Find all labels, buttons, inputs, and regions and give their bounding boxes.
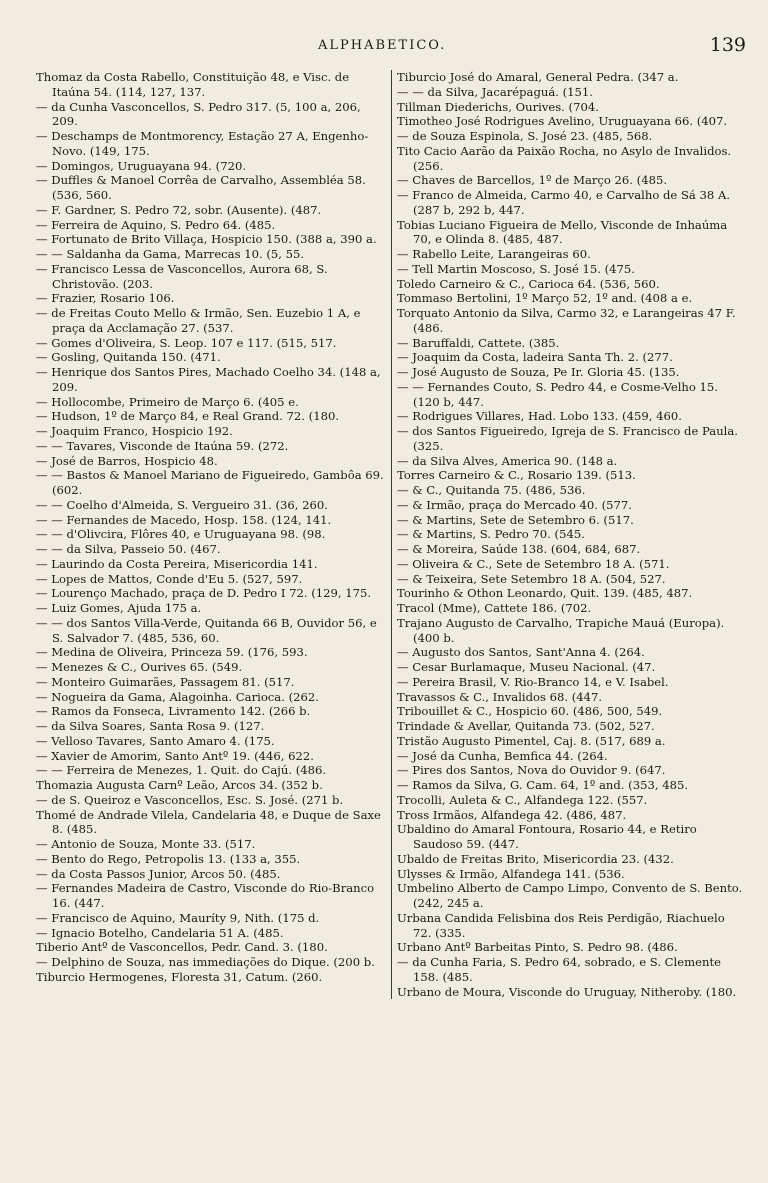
directory-entry: Ubaldino do Amaral Fontoura, Rosario 44, e Retiro Saudoso 59. (447. bbox=[397, 822, 697, 851]
directory-columns bbox=[36, 70, 746, 999]
directory-entry: Trindade & Avellar, Quitanda 73. (502, 527. bbox=[397, 719, 655, 733]
directory-entry: — — d'Olivcira, Flôres 40, e Uruguayana 98. (98. bbox=[36, 527, 326, 542]
directory-entry: Thomé de Andrade Vilela, Candelaria 48, e Duque de Saxe 8. (485. bbox=[36, 807, 381, 837]
directory-entry: — Luiz Gomes, Ajuda 175 a. bbox=[36, 601, 202, 615]
directory-entry: — Lopes de Mattos, Conde d'Eu 5. (527, 597. bbox=[36, 571, 303, 586]
directory-entry: Thomaz da Costa Rabello, Constituição 48, e Visc. de Itaúna 54. (114, 127, 137. bbox=[36, 70, 350, 99]
directory-entry: Torquato Antonio da Silva, Carmo 32, e Larangeiras 47 F. (486. bbox=[397, 306, 736, 335]
directory-entry: — Francisco de Aquino, Mauríty 9, Nith. (175 d. bbox=[36, 910, 320, 925]
directory-entry: Urbano de Moura, Visconde do Uruguay, Nitheroby. (180. bbox=[397, 984, 737, 999]
directory-entry: — Deschamps de Montmorency, Estação 27 A, Engenho-Novo. (149, 175. bbox=[36, 129, 369, 158]
directory-entry: Tracol (Mme), Cattete 186. (702. bbox=[397, 601, 592, 615]
directory-entry: — — Fernandes Couto, S. Pedro 44, e Cosme-Velho 15. (120 b, 447. bbox=[397, 379, 718, 409]
directory-entry: — Joaquim da Costa, ladeira Santa Th. 2. (277. bbox=[397, 350, 673, 365]
directory-entry: Tristão Augusto Pimentel, Caj. 8. (517, 689 a. bbox=[397, 733, 666, 748]
directory-entry: — Frazier, Rosario 106. bbox=[36, 291, 175, 306]
directory-entry: — — da Silva, Jacarépaguá. (151. bbox=[397, 84, 593, 99]
directory-entry: — Nogueira da Gama, Alagoinha. Carioca. (262. bbox=[36, 689, 319, 704]
directory-entry: — Delphino de Souza, nas immediações do Dique. (200 b. bbox=[36, 955, 375, 969]
page-header bbox=[0, 34, 768, 58]
directory-entry: — — da Silva, Passeio 50. (467. bbox=[36, 542, 221, 556]
directory-entry: Umbelino Alberto de Campo Limpo, Convento de S. Bento. (242, 245 a. bbox=[397, 881, 743, 910]
right-column bbox=[391, 70, 746, 999]
directory-entry: — Medina de Oliveira, Princeza 59. (176, 593. bbox=[36, 645, 308, 660]
directory-entry: Urbano Antº Barbeitas Pinto, S. Pedro 98. (486. bbox=[397, 940, 678, 955]
directory-entry: — Gomes d'Oliveira, S. Leop. 107 e 117. (515, 517. bbox=[36, 335, 337, 350]
directory-entry: — Franco de Almeida, Carmo 40, e Carvalho de Sá 38 A. (287 b, 292 b, 447. bbox=[397, 188, 731, 217]
directory-entry: — Cesar Burlamaque, Museu Nacional. (47. bbox=[397, 660, 656, 674]
directory-entry: — — Ferreira de Menezes, 1. Quit. do Cajú. (486. bbox=[36, 763, 327, 778]
directory-entry: — José de Barros, Hospicio 48. bbox=[36, 453, 218, 468]
directory-entry: — Xavier de Amorim, Santo Antº 19. (446, 622. bbox=[36, 748, 314, 763]
directory-entry: — Augusto dos Santos, Sant'Anna 4. (264. bbox=[397, 645, 645, 660]
directory-entry: — Ramos da Silva, G. Cam. 64, 1º and. (353, 485. bbox=[397, 778, 689, 792]
directory-entry: — de Freitas Couto Mello & Irmão, Sen. Euzebio 1 A, e praça da Acclamação 27. (537. bbox=[36, 306, 361, 335]
directory-entry: — Fortunato de Brito Villaça, Hospicio 150. (388 a, 390 a. bbox=[36, 232, 377, 247]
directory-entry: — Pires dos Santos, Nova do Ouvidor 9. (647. bbox=[397, 763, 666, 778]
directory-entry: — Pereira Brasil, V. Rio-Branco 14, e V. Isabel. bbox=[397, 674, 669, 689]
directory-entry: — Chaves de Barcellos, 1º de Março 26. (485. bbox=[397, 173, 668, 188]
directory-entry: — da Silva Soares, Santa Rosa 9. (127. bbox=[36, 719, 265, 733]
directory-entry: — — Fernandes de Macedo, Hosp. 158. (124, 141. bbox=[36, 512, 332, 527]
directory-entry: — Monteiro Guimarães, Passagem 81. (517. bbox=[36, 674, 295, 689]
directory-entry: — Domingos, Uruguayana 94. (720. bbox=[36, 158, 247, 173]
directory-entry: Trajano Augusto de Carvalho, Trapiche Mauá (Europa). (400 b. bbox=[397, 615, 725, 645]
directory-entry: Tourinho & Othon Leonardo, Quit. 139. (485, 487. bbox=[397, 586, 693, 601]
directory-entry: — Antonio de Souza, Monte 33. (517. bbox=[36, 837, 256, 851]
directory-entry: — Fernandes Madeira de Castro, Visconde do Rio-Branco 16. (447. bbox=[36, 881, 375, 910]
directory-entry: Tribouillet & C., Hospicio 60. (486, 500, 549. bbox=[397, 704, 663, 719]
directory-entry: Tito Cacio Aarão da Paixão Rocha, no Asylo de Invalidos. (256. bbox=[397, 143, 732, 173]
directory-entry: — Velloso Tavares, Santo Amaro 4. (175. bbox=[36, 733, 275, 748]
directory-entry: — Hudson, 1º de Março 84, e Real Grand. 72. (180. bbox=[36, 409, 340, 424]
directory-entry: — — Coelho d'Almeida, S. Vergueiro 31. (36, 260. bbox=[36, 497, 328, 512]
left-column bbox=[36, 70, 391, 999]
directory-entry: Tiburcio Hermogenes, Floresta 31, Catum. (260. bbox=[36, 969, 323, 984]
page-number: 139 bbox=[709, 34, 746, 56]
running-title: ALPHABETICO. bbox=[318, 38, 447, 53]
directory-entry: Tross Irmãos, Alfandega 42. (486, 487. bbox=[397, 807, 627, 822]
directory-entry: — — dos Santos Villa-Verde, Quitanda 66 B, Ouvidor 56, e S. Salvador 7. (485, 536, 60. bbox=[36, 615, 377, 645]
directory-entry: Tommaso Bertolini, 1º Março 52, 1º and. (408 a e. bbox=[397, 291, 693, 306]
directory-entry: Tillman Diederichs, Ourives. (704. bbox=[397, 99, 599, 114]
directory-entry: Torres Carneiro & C., Rosario 139. (513. bbox=[397, 468, 636, 483]
directory-entry: — & C., Quitanda 75. (486, 536. bbox=[397, 483, 586, 497]
directory-entry: Tobias Luciano Figueira de Mello, Visconde de Inhaúma 70, e Olinda 8. (485, 487. bbox=[397, 217, 728, 247]
directory-entry: — & Moreira, Saúde 138. (604, 684, 687. bbox=[397, 542, 641, 556]
directory-entry: Travassos & C., Invalidos 68. (447. bbox=[397, 689, 603, 704]
directory-entry: — de S. Queiroz e Vasconcellos, Esc. S. José. (271 b. bbox=[36, 792, 344, 807]
directory-entry: — Laurindo da Costa Pereira, Misericordia 141. bbox=[36, 556, 318, 571]
directory-entry: — Baruffaldi, Cattete. (385. bbox=[397, 335, 560, 350]
directory-entry: Thomazia Augusta Carnº Leão, Arcos 34. (352 b. bbox=[36, 778, 323, 792]
directory-entry: — Hollocombe, Primeiro de Março 6. (405 e. bbox=[36, 394, 299, 409]
directory-entry: — F. Gardner, S. Pedro 72, sobr. (Ausente). (487. bbox=[36, 202, 322, 217]
directory-entry: — Tell Martin Moscoso, S. José 15. (475. bbox=[397, 261, 635, 276]
directory-entry: Ubaldo de Freitas Brito, Misericordia 23. (432. bbox=[397, 851, 674, 866]
directory-entry: — Gosling, Quitanda 150. (471. bbox=[36, 350, 221, 365]
directory-entry: — José da Cunha, Bemfica 44. (264. bbox=[397, 748, 608, 763]
directory-entry: — Ignacio Botelho, Candelaria 51 A. (485. bbox=[36, 925, 284, 940]
directory-entry: — — Saldanha da Gama, Marrecas 10. (5, 55. bbox=[36, 247, 305, 261]
directory-entry: — & Irmão, praça do Mercado 40. (577. bbox=[397, 497, 632, 512]
directory-entry: — de Souza Espinola, S. José 23. (485, 568. bbox=[397, 129, 653, 143]
directory-entry: Toledo Carneiro & C., Carioca 64. (536, 560. bbox=[397, 276, 660, 291]
directory-entry: — Menezes & C., Ourives 65. (549. bbox=[36, 660, 243, 674]
directory-entry: Trocolli, Auleta & C., Alfandega 122. (557. bbox=[397, 792, 648, 807]
directory-entry: — da Silva Alves, America 90. (148 a. bbox=[397, 453, 618, 468]
directory-entry: — José Augusto de Souza, Pe Ir. Gloria 45. (135. bbox=[397, 365, 680, 379]
directory-entry: — Joaquim Franco, Hospicio 192. bbox=[36, 424, 233, 438]
directory-entry: — — Tavares, Visconde de Itaúna 59. (272. bbox=[36, 438, 289, 453]
directory-entry: — da Cunha Faria, S. Pedro 64, sobrado, e S. Clemente 158. (485. bbox=[397, 955, 721, 984]
directory-entry: Ulysses & Irmão, Alfandega 141. (536. bbox=[397, 866, 625, 881]
directory-entry: Timotheo José Rodrigues Avelino, Uruguayana 66. (407. bbox=[397, 114, 728, 129]
directory-entry: — Francisco Lessa de Vasconcellos, Aurora 68, S. Christovão. (203. bbox=[36, 261, 328, 291]
directory-entry: — Rodrigues Villares, Had. Lobo 133. (459, 460. bbox=[397, 409, 682, 424]
directory-entry: — Bento do Rego, Petropolis 13. (133 a, 355. bbox=[36, 851, 301, 866]
directory-entry: — da Cunha Vasconcellos, S. Pedro 317. (5, 100 a, 206, 209. bbox=[36, 99, 361, 129]
directory-entry: — Oliveira & C., Sete de Setembro 18 A. (571. bbox=[397, 556, 670, 571]
directory-entry: — Ramos da Fonseca, Livramento 142. (266 b. bbox=[36, 704, 311, 719]
directory-entry: — dos Santos Figueiredo, Igreja de S. Francisco de Paula. (325. bbox=[397, 424, 738, 453]
directory-entry: Tiberio Antº de Vasconcellos, Pedr. Cand. 3. (180. bbox=[36, 940, 328, 955]
directory-entry: Urbana Candida Felisbina dos Reis Perdigão, Riachuelo 72. (335. bbox=[397, 910, 725, 940]
directory-entry: — Lourenço Machado, praça de D. Pedro I 72. (129, 175. bbox=[36, 586, 372, 601]
directory-entry: — Rabello Leite, Larangeiras 60. bbox=[397, 247, 591, 261]
directory-entry: — & Teixeira, Sete Setembro 18 A. (504, 527. bbox=[397, 571, 666, 586]
directory-entry: — Duffles & Manoel Corrêa de Carvalho, Assembléa 58. (536, 560. bbox=[36, 173, 366, 202]
directory-entry: — Ferreira de Aquino, S. Pedro 64. (485. bbox=[36, 217, 276, 232]
directory-entry: — & Martins, S. Pedro 70. (545. bbox=[397, 527, 585, 542]
directory-entry: Tiburcio José do Amaral, General Pedra. (347 a. bbox=[397, 70, 679, 84]
directory-entry: — & Martins, Sete de Setembro 6. (517. bbox=[397, 512, 634, 527]
directory-entry: — Henrique dos Santos Pires, Machado Coelho 34. (148 a, 209. bbox=[36, 365, 381, 394]
directory-entry: — da Costa Passos Junior, Arcos 50. (485. bbox=[36, 866, 281, 881]
directory-entry: — — Bastos & Manoel Mariano de Figueiredo, Gambôa 69. (602. bbox=[36, 468, 384, 497]
